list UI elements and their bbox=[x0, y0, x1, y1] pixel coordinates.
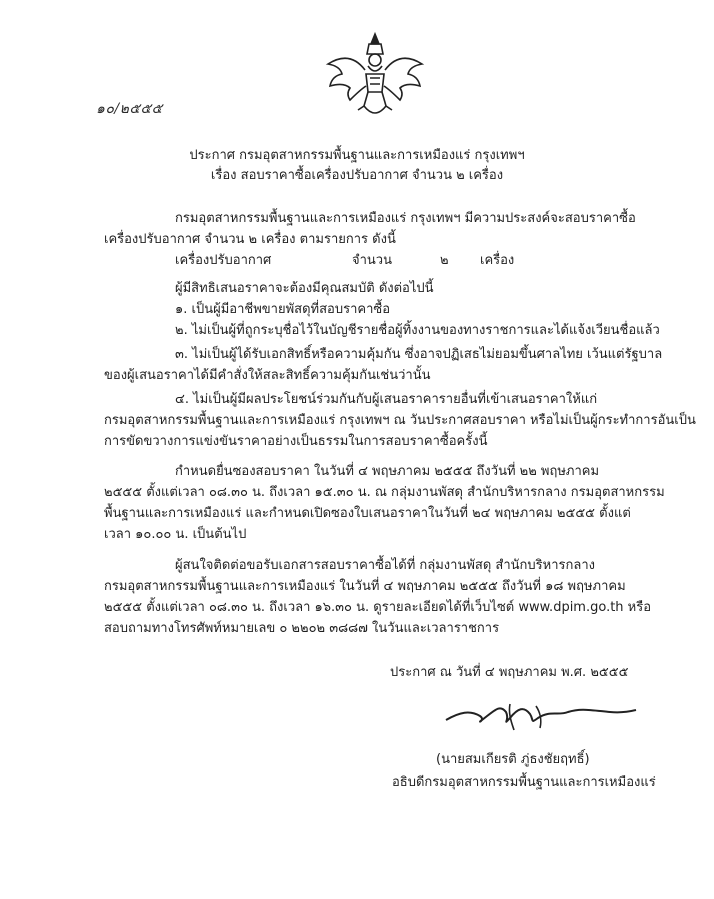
qualifications-heading: ผู้มีสิทธิเสนอราคาจะต้องมีคุณสมบัติ ดังต่อไปนี้ bbox=[175, 281, 434, 296]
contact-line-1: ผู้สนใจติดต่อขอรับเอกสารสอบราคาซื้อได้ที่ กลุ่มงานพัสดุ สำนักบริหารกลาง bbox=[175, 558, 595, 573]
item-qty: ๒ bbox=[440, 253, 449, 268]
schedule-line-1: กำหนดยื่นซองสอบราคา ในวันที่ ๔ พฤษภาคม ๒๕๕๕ ถึงวันที่ ๒๒ พฤษภาคม bbox=[175, 464, 600, 479]
schedule-line-3: พื้นฐานและการเหมืองแร่ และกำหนดเปิดซองใบเสนอราคาในวันที่ ๒๔ พฤษภาคม ๒๕๕๕ ตั้งแต่ bbox=[104, 506, 631, 521]
signer-name: (นายสมเกียรติ ภู่ธงชัยฤทธิ์) bbox=[436, 752, 590, 767]
qualification-2: ๒. ไม่เป็นผู้ที่ถูกระบุชื่อไว้ในบัญชีรายชื่อผู้ทิ้งงานของทางราชการและได้แจ้งเวียนชื่อแล้ว bbox=[175, 323, 660, 338]
item-name: เครื่องปรับอากาศ bbox=[175, 253, 272, 268]
qualification-3: ๓. ไม่เป็นผู้ได้รับเอกสิทธิ์หรือความคุ้มกัน ซึ่งอาจปฏิเสธไม่ยอมขึ้นศาลไทย เว้นแต่รัฐบาล bbox=[175, 347, 663, 362]
schedule-line-2: ๒๕๕๕ ตั้งแต่เวลา ๐๘.๓๐ น. ถึงเวลา ๑๕.๓๐ น. ณ กลุ่มงานพัสดุ สำนักบริหารกลาง กรมอุตสาหกรรม bbox=[104, 485, 665, 500]
item-unit: เครื่อง bbox=[480, 253, 515, 268]
qualification-1: ๑. เป็นผู้มีอาชีพขายพัสดุที่สอบราคาซื้อ bbox=[175, 302, 391, 317]
garuda-emblem bbox=[320, 30, 430, 122]
document-number: ๑๐/๒๕๕๕ bbox=[96, 101, 163, 117]
announcement-date: ประกาศ ณ วันที่ ๔ พฤษภาคม พ.ศ. ๒๕๕๕ bbox=[390, 665, 629, 680]
qualification-4-cont-1: กรมอุตสาหกรรมพื้นฐานและการเหมืองแร่ กรุงเทพฯ ณ วันประกาศสอบราคา หรือไม่เป็นผู้กระทำการอันเป็น bbox=[104, 413, 696, 428]
qualification-3-cont: ของผู้เสนอราคาได้มีคำสั่งให้สละสิทธิ์ความคุ้มกันเช่นว่านั้น bbox=[104, 368, 431, 383]
contact-line-4: สอบถามทางโทรศัพท์หมายเลข ๐ ๒๒๐๒ ๓๘๘๗ ในวันและเวลาราชการ bbox=[104, 621, 500, 636]
qualification-4-cont-2: การขัดขวางการแข่งขันราคาอย่างเป็นธรรมในการสอบราคาซื้อครั้งนี้ bbox=[104, 434, 488, 449]
title-line-2: เรื่อง สอบราคาซื้อเครื่องปรับอากาศ จำนวน ๒ เครื่อง bbox=[210, 168, 504, 183]
contact-line-2: กรมอุตสาหกรรมพื้นฐานและการเหมืองแร่ ในวันที่ ๔ พฤษภาคม ๒๕๕๕ ถึงวันที่ ๑๘ พฤษภาคม bbox=[104, 579, 626, 594]
item-qty-label: จำนวน bbox=[352, 253, 392, 268]
title-line-1: ประกาศ กรมอุตสาหกรรมพื้นฐานและการเหมืองแร่ กรุงเทพฯ bbox=[189, 148, 525, 163]
intro-line-2: เครื่องปรับอากาศ จำนวน ๒ เครื่อง ตามรายการ ดังนี้ bbox=[104, 232, 396, 247]
qualification-4: ๔. ไม่เป็นผู้มีผลประโยชน์ร่วมกันกับผู้เสนอราคารายอื่นที่เข้าเสนอราคาให้แก่ bbox=[175, 392, 598, 407]
intro-line-1: กรมอุตสาหกรรมพื้นฐานและการเหมืองแร่ กรุงเทพฯ มีความประสงค์จะสอบราคาซื้อ bbox=[175, 211, 636, 226]
contact-line-3: ๒๕๕๕ ตั้งแต่เวลา ๐๘.๓๐ น. ถึงเวลา ๑๖.๓๐ น. ดูรายละเอียดได้ที่เว็บไซต์ www.dpim.go.th หรือ bbox=[104, 600, 652, 615]
schedule-line-4: เวลา ๑๐.๐๐ น. เป็นต้นไป bbox=[104, 527, 247, 542]
signer-title: อธิบดีกรมอุตสาหกรรมพื้นฐานและการเหมืองแร่ bbox=[392, 775, 656, 790]
signature bbox=[440, 690, 640, 740]
